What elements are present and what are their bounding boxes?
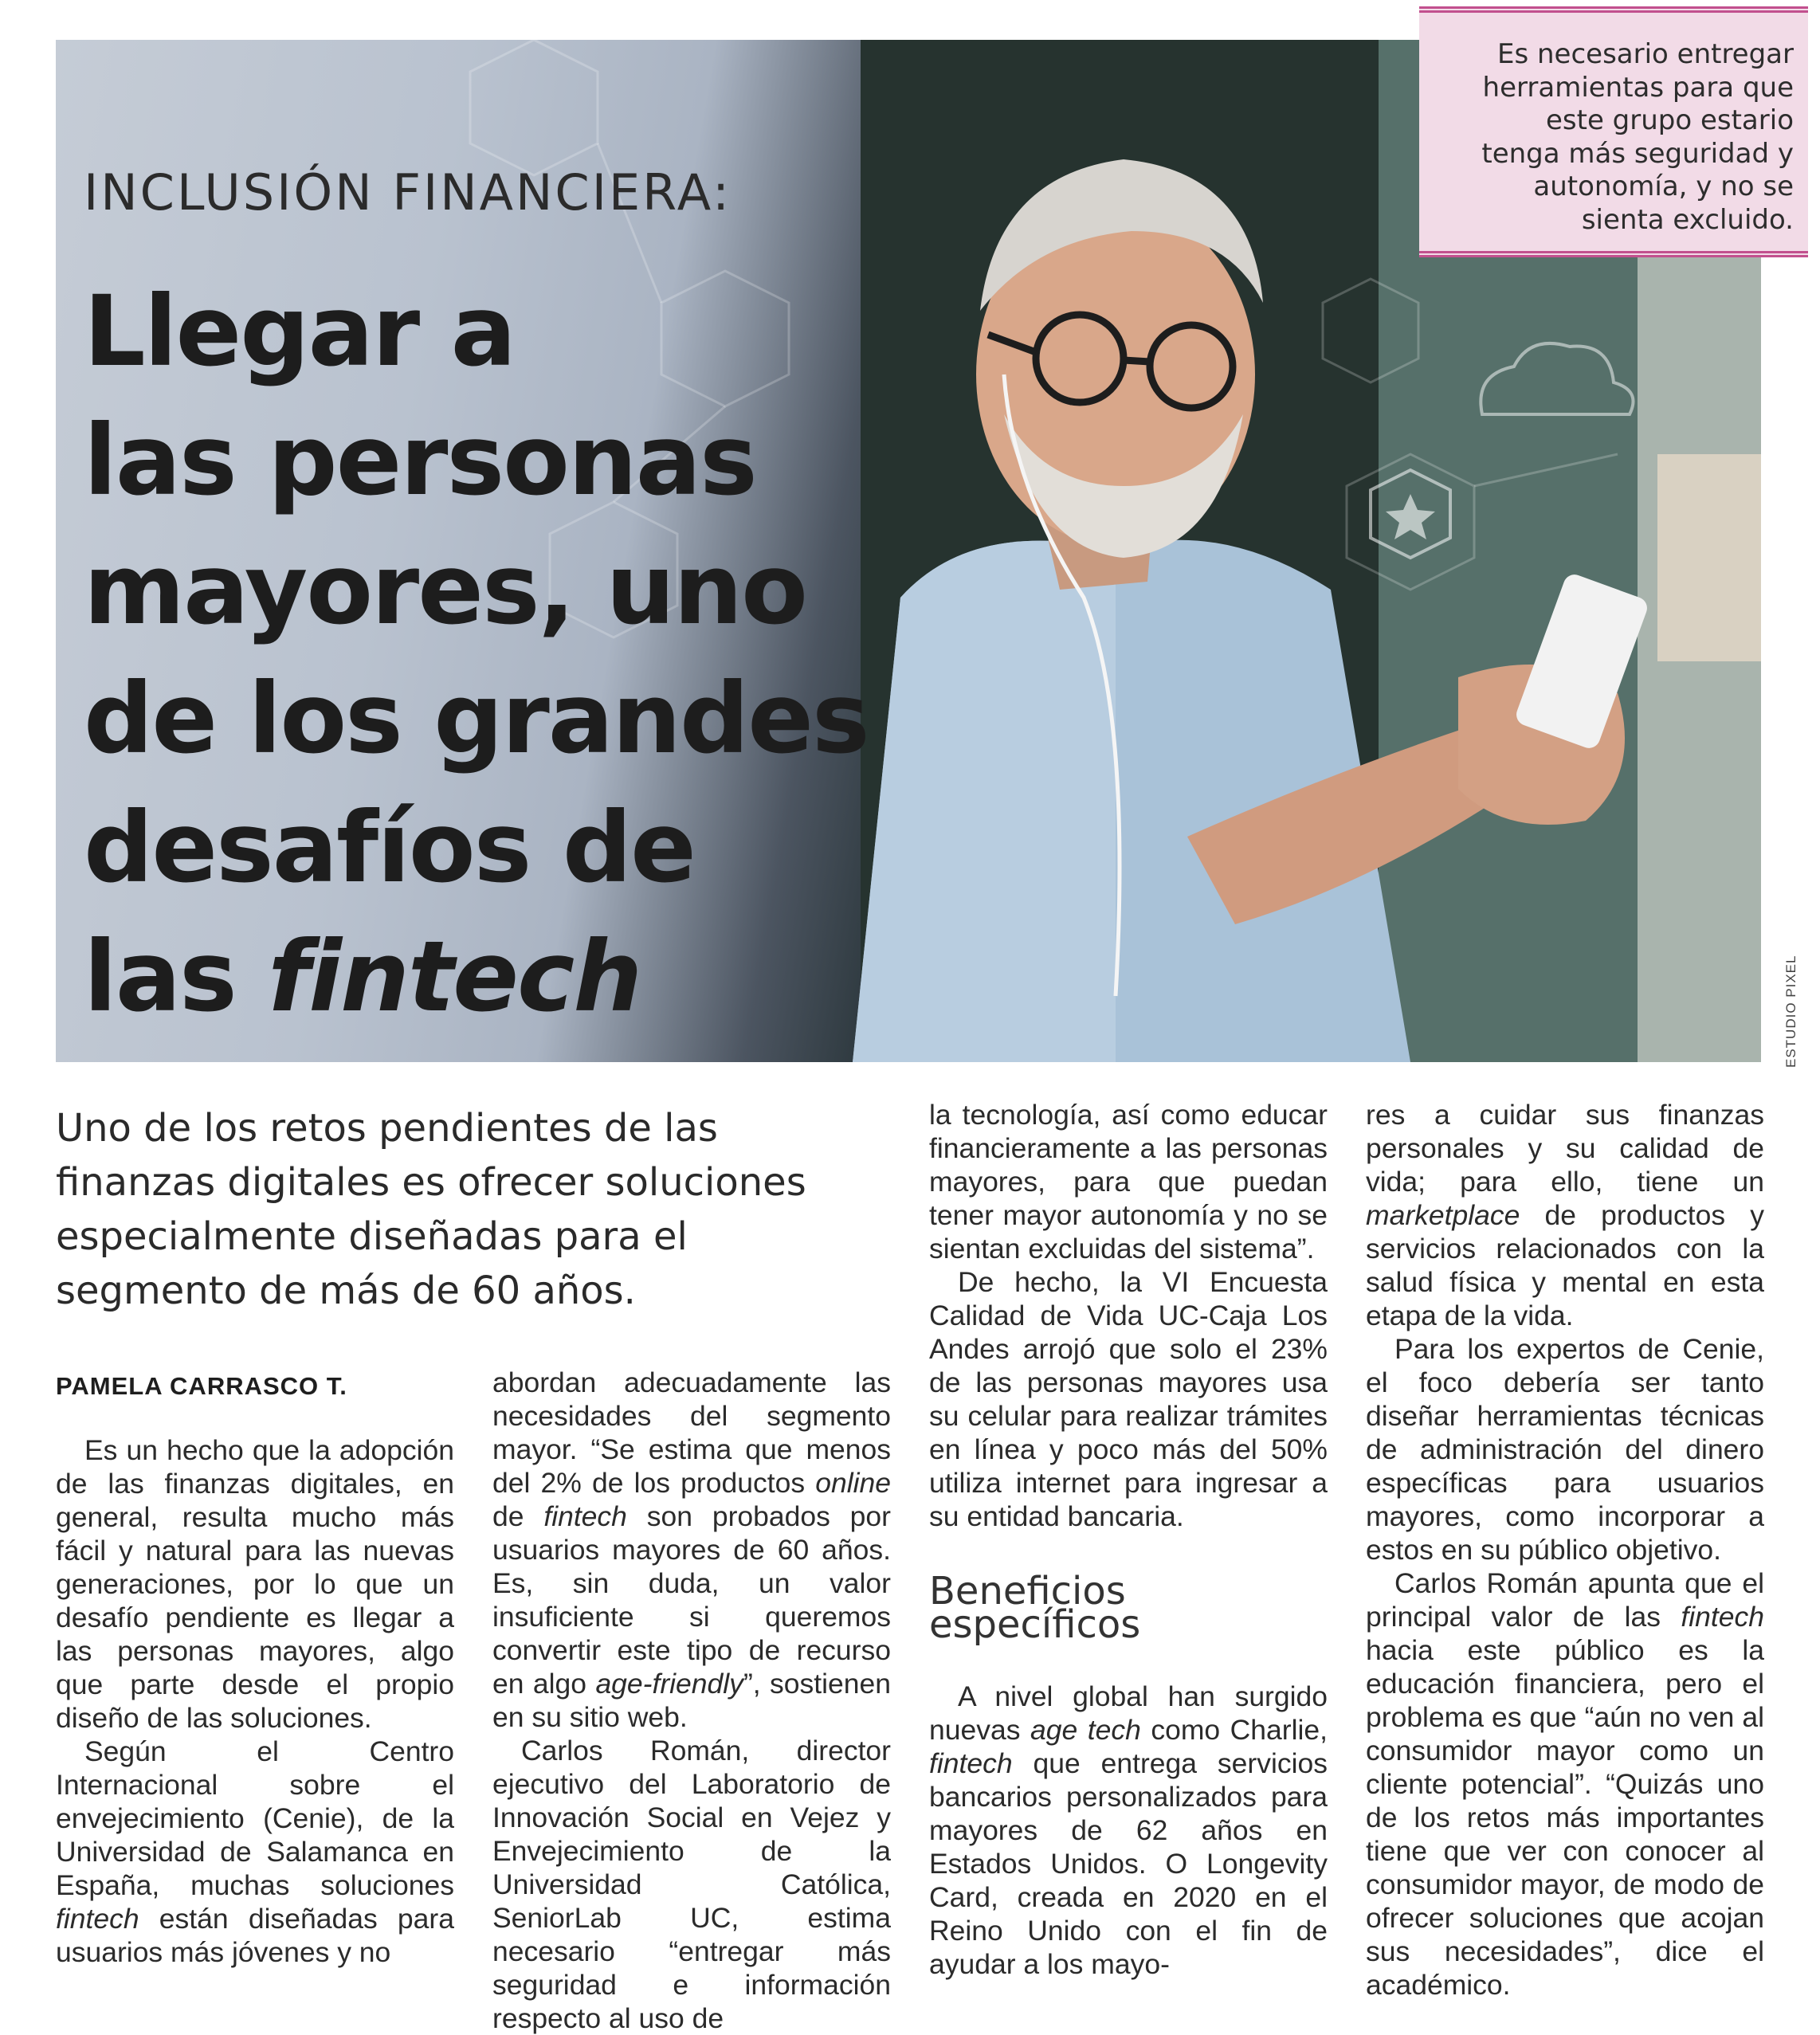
body-paragraph	[1366, 1566, 1764, 2002]
body-paragraph: De hecho, la VI Encuesta Calidad de Vida UC-Caja Los Andes arrojó que solo el 23% de las personas mayores usa su celular para realizar trámites en línea y poco más del 50% utiliza internet para ingresar a su entidad bancaria.	[929, 1266, 1328, 1532]
body-paragraph: Para los expertos de Cenie, el foco debería ser tanto diseñar herramientas técnicas de administración del dinero específicas para usuarios mayores, como incorporar a estos en su público objetivo.	[1366, 1333, 1764, 1566]
pull-quote-box	[1419, 6, 1808, 257]
photo-credit: ESTUDIO PIXEL	[1783, 955, 1798, 1068]
body-paragraph	[492, 1366, 891, 1734]
body-paragraph	[1366, 1098, 1764, 1332]
text-run: Carlos Román apunta que el principal valor de las	[1366, 1567, 1764, 1633]
pull-quote-line: este grupo estario	[1545, 104, 1794, 136]
italic-run: marketplace	[1366, 1199, 1520, 1231]
headline	[84, 267, 881, 1041]
italic-run: fintech	[1681, 1601, 1764, 1633]
body-paragraph: Carlos Román, director ejecutivo del Laboratorio de Innovación Social en Vejez y Envejecimiento de la Universidad Católica, SeniorLab UC, estima necesario “entregar más seguridad e información respecto al uso de	[492, 1735, 891, 2034]
text-run: A nivel global han surgido nuevas	[929, 1680, 1328, 1746]
body-paragraph	[929, 1680, 1328, 1981]
text-run: Según el Centro Internacional sobre el envejecimiento (Cenie), de la Universidad de Salamanca en España, muchas soluciones	[56, 1735, 454, 1901]
body-paragraph: Es un hecho que la adopción de las finanzas digitales, en general, resulta mucho más fácil y natural para las nuevas generaciones, por lo que un desafío pendiente es llegar a las personas mayores, algo que parte desde el propio diseño de las soluciones.	[56, 1434, 454, 1734]
headline-plain: las	[84, 920, 269, 1033]
body-column-2	[492, 1366, 891, 2035]
headline-line: Llegar a	[84, 275, 515, 388]
pull-quote-line: tenga más seguridad y	[1481, 137, 1794, 170]
text-run: como Charlie,	[1140, 1714, 1328, 1746]
text-run: abordan adecuadamente las necesidades del segmento mayor. “Se estima que menos del 2% de los productos	[492, 1366, 891, 1499]
text-run: hacia este público es la educación financiera, pero el problema es que “aún no ven al consumidor mayor como un cliente potencial”. “Quizás uno de los retos más importantes tiene que ver con conocer al consumidor mayor, de modo de ofrecer soluciones que acojan sus necesidades”, dice el académico.	[1366, 1634, 1764, 2001]
text-run: res a cuidar sus finanzas personales y su calidad de vida; para ello, tiene un	[1366, 1099, 1764, 1198]
body-paragraph	[56, 1735, 454, 1969]
pull-quote-line: autonomía, y no se	[1533, 171, 1794, 202]
italic-run: age tech	[1030, 1714, 1141, 1746]
text-run: son probados por usuarios mayores de 60 años. Es, sin duda, un valor insuficiente si queremos convertir este tipo de recurso en algo	[492, 1500, 891, 1700]
italic-run: fintech	[929, 1747, 1013, 1779]
body-column-1	[56, 1433, 454, 1969]
italic-run: age-friendly	[595, 1668, 743, 1700]
headline-line: de los grandes	[84, 662, 869, 775]
text-run: que entrega servicios bancarios personalizados para mayores de 62 años en Estados Unidos. O Longevity Card, creada en 2020 en el Reino Unido con el fin de ayudar a los mayo-	[929, 1747, 1328, 1980]
body-column-4	[1366, 1098, 1764, 2002]
pull-quote-line: sienta excluido.	[1581, 203, 1794, 236]
italic-run: online	[815, 1467, 891, 1499]
headline-italic: fintech	[268, 920, 641, 1033]
pull-quote-line: Es necesario entregar	[1496, 38, 1794, 70]
text-run: de productos y servicios relacionados con la salud física y mental en esta etapa de la vida.	[1366, 1199, 1764, 1331]
section-kicker: INCLUSIÓN FINANCIERA:	[84, 163, 732, 222]
italic-run: fintech	[56, 1903, 139, 1935]
headline-line: mayores, uno	[84, 533, 806, 646]
headline-line: las personas	[84, 404, 756, 517]
text-run: ”, sostienen en su sitio web.	[492, 1668, 891, 1733]
pull-quote-line: herramientas para que	[1482, 71, 1794, 104]
pull-quote-text	[1427, 38, 1794, 237]
headline-line	[84, 912, 881, 1041]
headline-line: desafíos de	[84, 791, 695, 904]
text-run: de	[492, 1500, 544, 1532]
subheading: Beneficios específicos	[929, 1569, 1141, 1647]
body-paragraph: la tecnología, así como educar financieramente a las personas mayores, para que puedan tener mayor autonomía y no se sientan excluidas del sistema”.	[929, 1099, 1328, 1265]
italic-run: fintech	[543, 1500, 627, 1532]
body-column-3	[929, 1098, 1328, 1981]
byline: PAMELA CARRASCO T.	[56, 1372, 347, 1400]
text-run: están diseñadas para usuarios más jóvenes y no	[56, 1903, 454, 1968]
lead-paragraph: Uno de los retos pendientes de las finanzas digitales es ofrecer soluciones especialmente diseñadas para el segmento de más de 60 años.	[56, 1106, 806, 1313]
